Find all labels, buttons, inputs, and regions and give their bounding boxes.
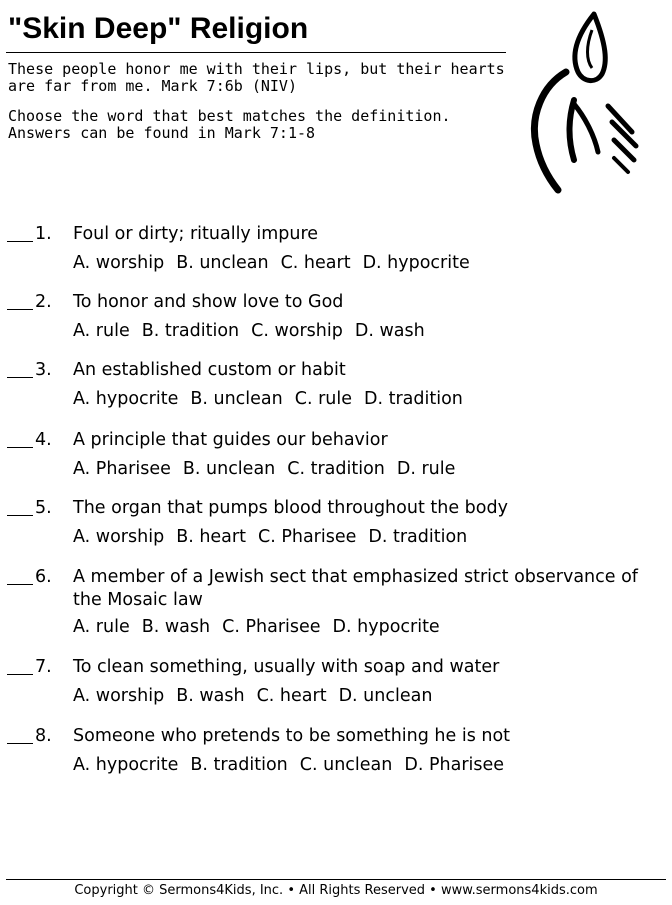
title-divider bbox=[6, 52, 506, 53]
answer-option: D. rule bbox=[396, 459, 456, 479]
instructions bbox=[8, 108, 508, 142]
answer-blank[interactable] bbox=[7, 377, 33, 378]
copyright-footer: Copyright © Sermons4Kids, Inc. • All Rights Reserved • www.sermons4kids.com bbox=[74, 883, 598, 898]
footer-divider bbox=[6, 879, 666, 880]
answer-option: C. Pharisee bbox=[222, 617, 321, 637]
answer-blank[interactable] bbox=[7, 515, 33, 516]
answer-option: A. worship bbox=[73, 686, 165, 706]
instruction-line: Choose the word that best matches the definition. bbox=[8, 107, 451, 125]
answer-option: D. Pharisee bbox=[404, 755, 505, 775]
answer-option: B. wash bbox=[141, 617, 211, 637]
question-definition: An established custom or habit bbox=[73, 360, 346, 380]
question-number: 5. bbox=[35, 498, 52, 518]
answer-option: B. unclean bbox=[176, 253, 269, 273]
question-number: 4. bbox=[35, 430, 52, 450]
answer-option: C. rule bbox=[294, 389, 353, 409]
praying-hands-flame-icon bbox=[528, 4, 668, 196]
answer-option: D. tradition bbox=[364, 389, 463, 409]
answer-option: C. tradition bbox=[287, 459, 385, 479]
question-definition: To clean something, usually with soap and water bbox=[73, 657, 500, 677]
answer-option: B. unclean bbox=[182, 459, 276, 479]
question-definition: To honor and show love to God bbox=[73, 292, 344, 312]
question-number: 6. bbox=[35, 567, 52, 587]
question-number: 8. bbox=[35, 726, 52, 746]
question-number: 3. bbox=[35, 360, 52, 380]
question-definition: A member of a Jewish sect that emphasized strict observance of the Mosaic law bbox=[73, 567, 638, 610]
answer-option: B. unclean bbox=[190, 389, 283, 409]
answer-option: D. hypocrite bbox=[332, 617, 440, 637]
answer-options bbox=[73, 320, 437, 343]
answer-blank[interactable] bbox=[7, 309, 33, 310]
answer-option: C. worship bbox=[251, 321, 343, 341]
answer-option: A. rule bbox=[73, 617, 130, 637]
answer-option: B. heart bbox=[176, 527, 246, 547]
answer-options bbox=[73, 388, 475, 411]
question-definition: A principle that guides our behavior bbox=[73, 430, 388, 450]
answer-option: A. rule bbox=[73, 321, 130, 341]
answer-option: A. hypocrite bbox=[73, 389, 179, 409]
instruction-line: Answers can be found in Mark 7:1-8 bbox=[8, 124, 316, 142]
answer-blank[interactable] bbox=[7, 743, 33, 744]
answer-options bbox=[73, 526, 479, 549]
question-definition: Someone who pretends to be something he is not bbox=[73, 726, 511, 746]
answer-option: B. tradition bbox=[141, 321, 240, 341]
answer-options bbox=[73, 616, 452, 639]
answer-option: D. wash bbox=[354, 321, 425, 341]
answer-option: C. unclean bbox=[299, 755, 393, 775]
question-definition: Foul or dirty; ritually impure bbox=[73, 224, 319, 244]
answer-option: A. hypocrite bbox=[73, 755, 179, 775]
answer-option: C. heart bbox=[256, 686, 327, 706]
question-number: 2. bbox=[35, 292, 52, 312]
answer-options bbox=[73, 458, 467, 481]
answer-option: D. unclean bbox=[338, 686, 433, 706]
answer-option: C. heart bbox=[280, 253, 351, 273]
answer-option: A. worship bbox=[73, 527, 165, 547]
verse-line: These people honor me with their lips, but their hearts bbox=[8, 60, 505, 78]
scripture-verse bbox=[8, 61, 508, 95]
question-number: 7. bbox=[35, 657, 52, 677]
answer-option: B. tradition bbox=[190, 755, 288, 775]
answer-options bbox=[73, 252, 482, 275]
answer-option: A. Pharisee bbox=[73, 459, 171, 479]
answer-option: C. Pharisee bbox=[257, 527, 357, 547]
answer-blank[interactable] bbox=[7, 241, 33, 242]
question-definition: The organ that pumps blood throughout the body bbox=[73, 498, 508, 518]
answer-blank[interactable] bbox=[7, 674, 33, 675]
question-number: 1. bbox=[35, 224, 52, 244]
page-title: "Skin Deep" Religion bbox=[8, 12, 309, 45]
answer-option: D. hypocrite bbox=[362, 253, 470, 273]
answer-options bbox=[73, 754, 516, 777]
answer-blank[interactable] bbox=[7, 447, 33, 448]
answer-option: D. tradition bbox=[368, 527, 468, 547]
answer-blank[interactable] bbox=[7, 584, 33, 585]
answer-options bbox=[73, 685, 444, 708]
answer-option: B. wash bbox=[176, 686, 245, 706]
verse-line: are far from me. Mark 7:6b (NIV) bbox=[8, 77, 297, 95]
answer-option: A. worship bbox=[73, 253, 165, 273]
